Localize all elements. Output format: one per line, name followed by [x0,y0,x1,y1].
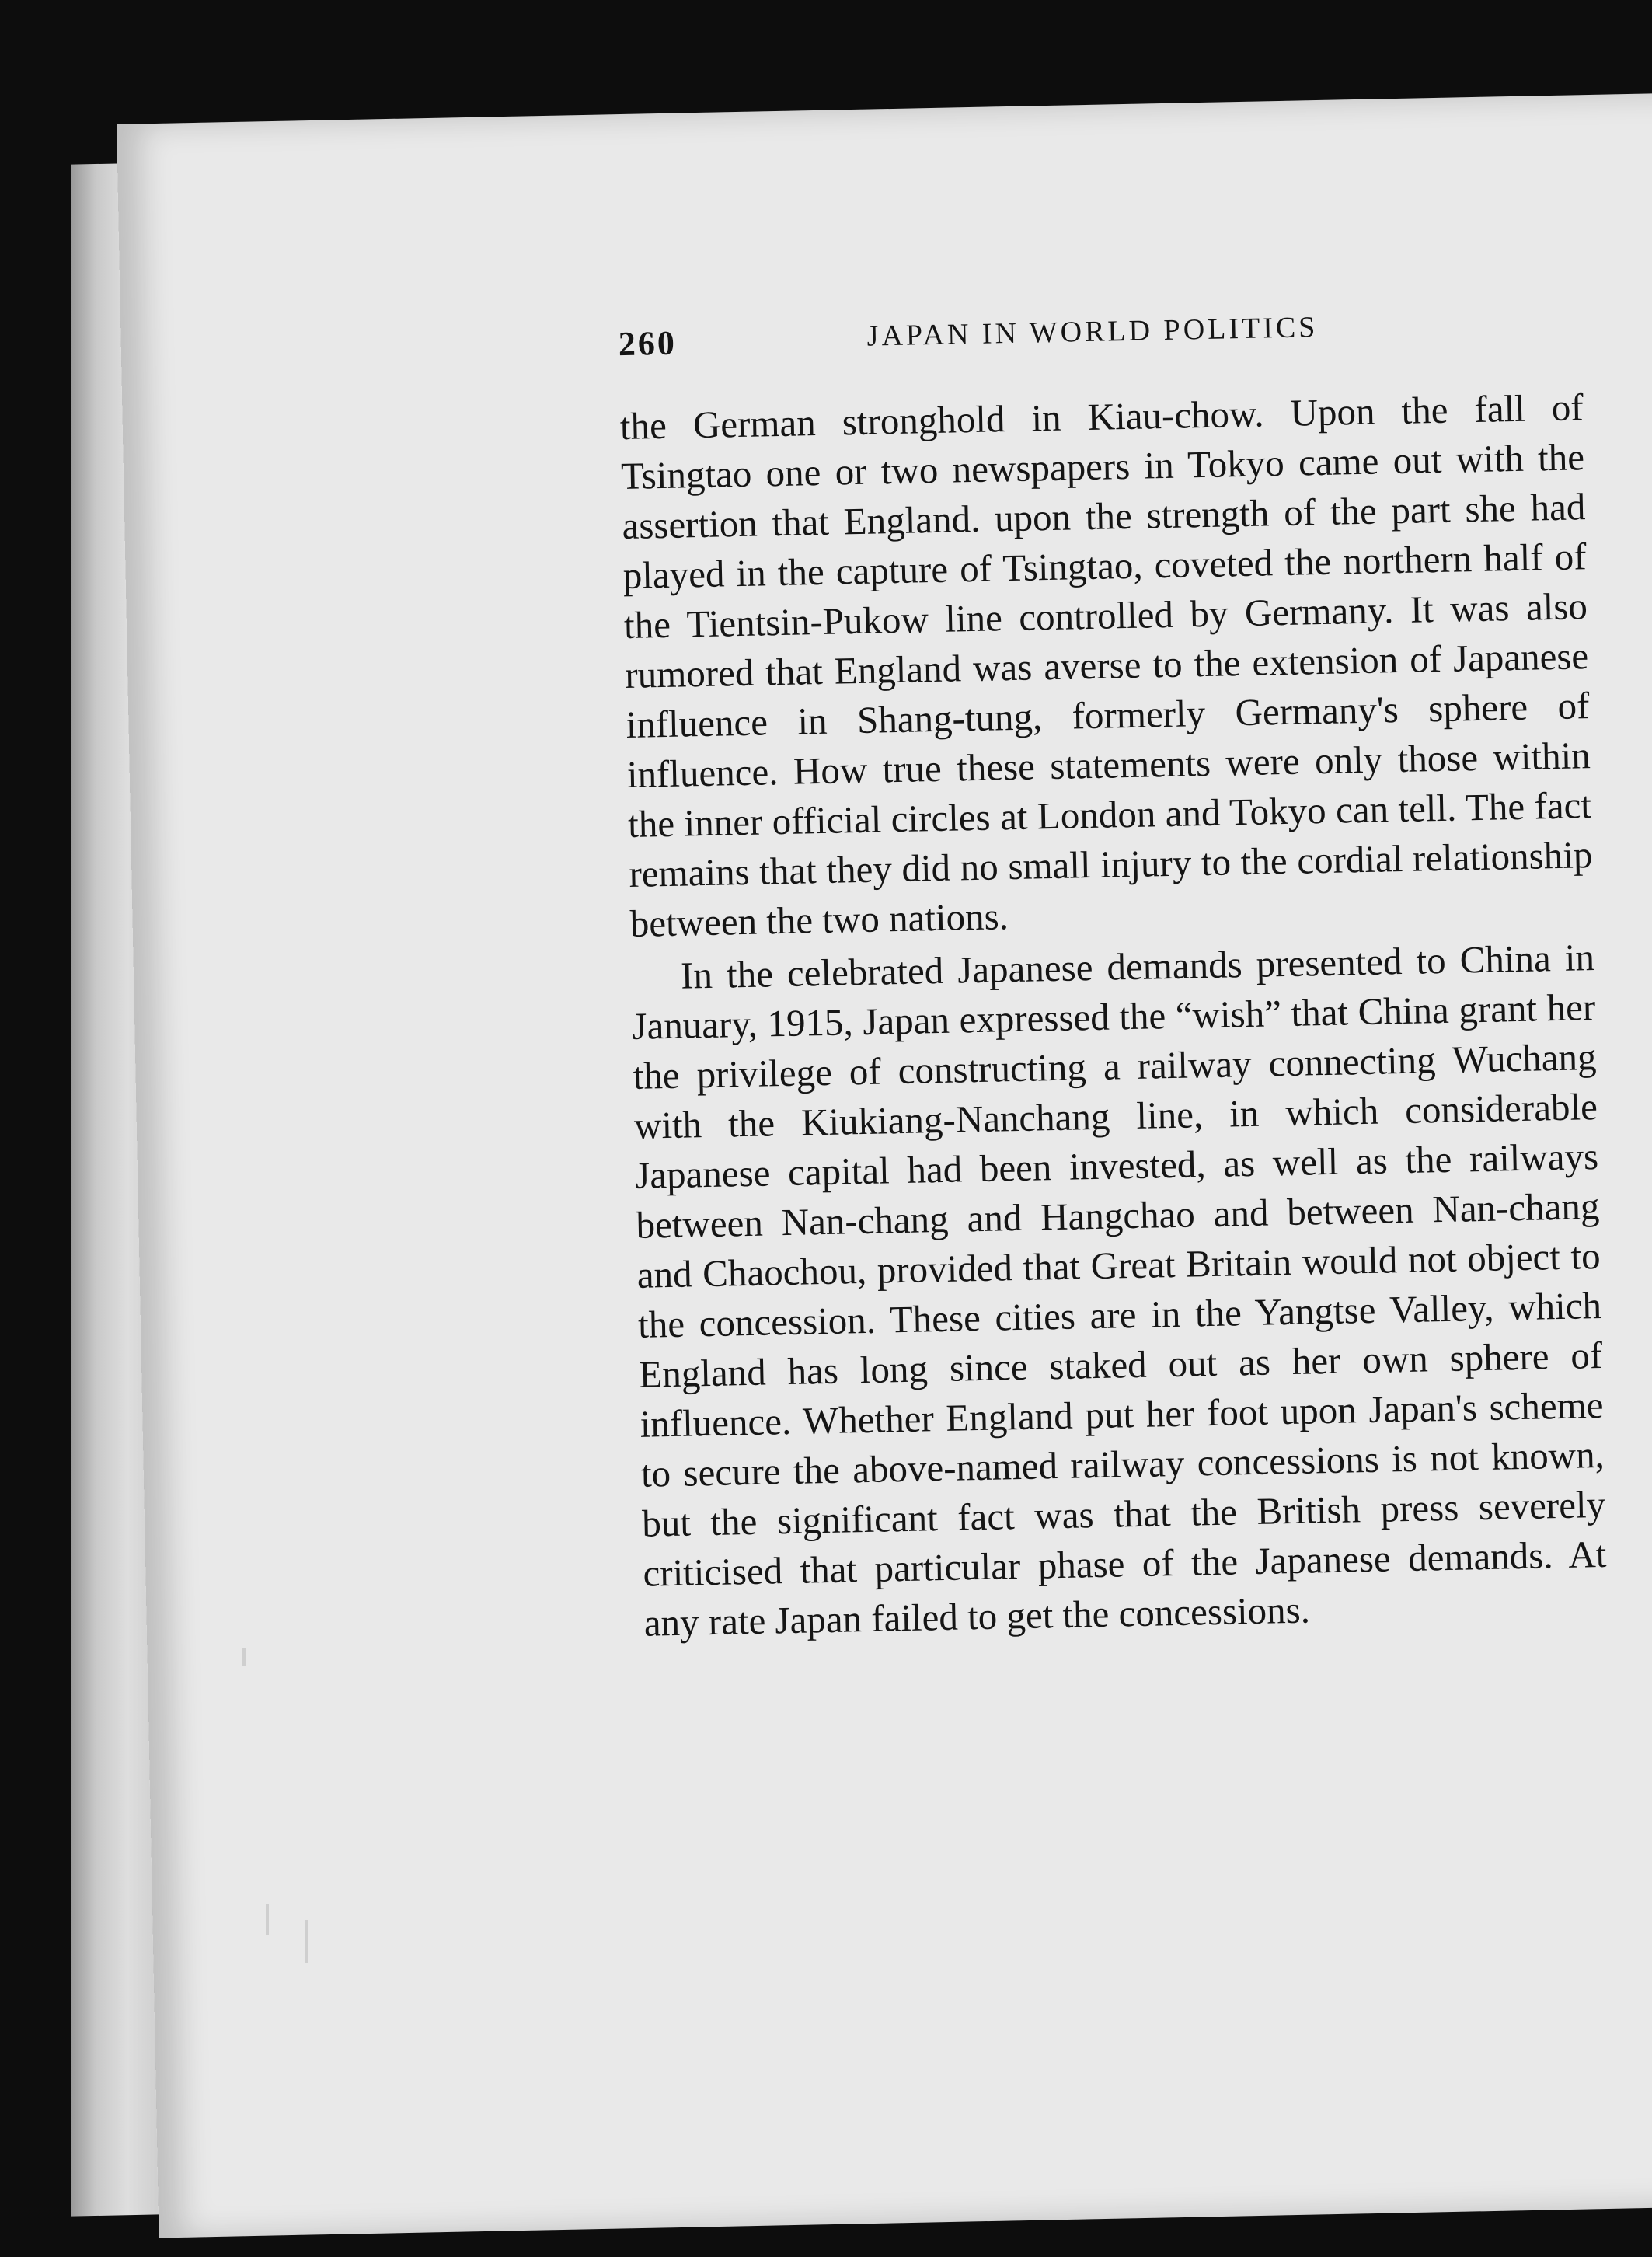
paragraph-2: In the celebrated Japanese demands presented to China in January, 1915, Japan expressed the “wish” that China grant her the privilege of constructing a railway connecting Wuchang with the Kiukiang-Nanchang line, in which considerable Japanese capital had been invested, as well as the railways between Nan-chang and Hangchao and between Nan-chang and Chaochou, provided that Great Britain would not object to the concession. These cities are in the Yangtse Valley, which England has long since staked out as her own sphere of influence. Whether England put her foot upon Japan's scheme to secure the above-named railway concessions is not known, but the significant fact was that the British press severely criticised that particular phase of the Japanese demands. At any rate Japan failed to get the concessions. [631,936,1607,1645]
margin-speck [305,1920,308,1963]
page-number: 260 [618,323,678,364]
margin-speck [266,1904,269,1935]
body-text [619,382,1608,1648]
margin-speck [242,1648,246,1666]
running-title: JAPAN IN WORLD POLITICS [866,311,1319,353]
running-head [618,305,1582,378]
book-page [117,92,1652,2238]
paragraph-1: the German stronghold in Kiau-chow. Upon the fall of Tsingtao one or two newspapers in Tokyo came out with the assertion that England. upon the strength of the part she had played in the capture of Tsingtao, coveted the northern half of the Tientsin-Pukow line controlled by Germany. It was also rumored that England was averse to the extension of Japanese influence in Shang-tung, formerly Germany's sphere of influence. How true these statements were only those within the inner official circles at London and Tokyo can tell. The fact remains that they did no small injury to the cordial relationship between the two nations. [619,385,1593,945]
text-block [618,305,1608,1648]
